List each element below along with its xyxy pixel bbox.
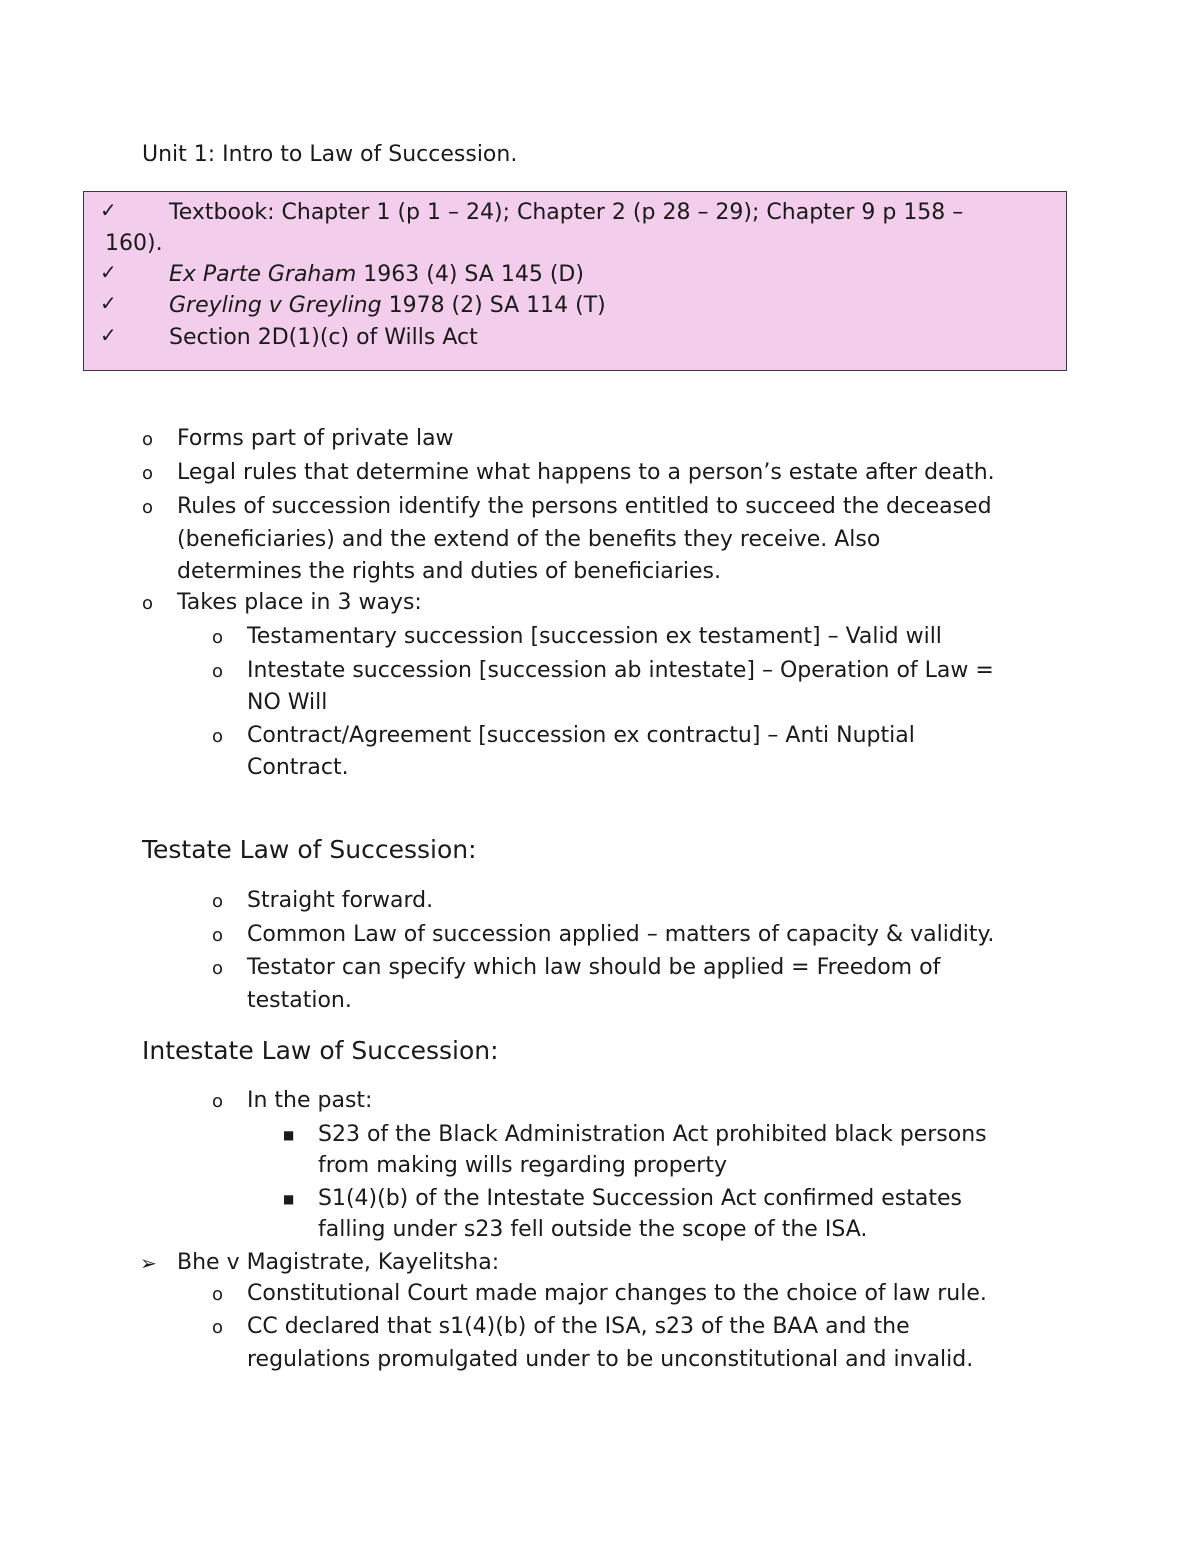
bullet-icon: o	[142, 463, 154, 484]
bullet-icon: o	[212, 1091, 224, 1112]
reading-textbook: Textbook: Chapter 1 (p 1 – 24); Chapter 2 (p 28 – 29); Chapter 9 p 158 –	[169, 200, 964, 225]
bullet-icon: o	[212, 925, 224, 946]
bullet-icon: o	[212, 1284, 224, 1305]
list-item: S1(4)(b) of the Intestate Succession Act confirmed estates	[318, 1186, 962, 1211]
list-item-cont: regulations promulgated under to be unconstitutional and invalid.	[247, 1347, 974, 1372]
list-item: Testamentary succession [succession ex testament] – Valid will	[247, 624, 942, 649]
list-item: Intestate succession [succession ab intestate] – Operation of Law =	[247, 658, 994, 683]
list-item-cont: falling under s23 fell outside the scope of the ISA.	[318, 1217, 868, 1242]
bullet-icon: o	[142, 593, 154, 614]
list-item: Common Law of succession applied – matters of capacity & validity.	[247, 922, 995, 947]
list-item: Straight forward.	[247, 888, 434, 913]
bullet-icon: o	[212, 958, 224, 979]
list-item-cont: Contract.	[247, 755, 349, 780]
bullet-icon: o	[212, 1317, 224, 1338]
list-item: Legal rules that determine what happens to a person’s estate after death.	[177, 460, 995, 485]
case-name: Ex Parte Graham	[169, 262, 357, 287]
case-name: Greyling v Greyling	[169, 293, 382, 318]
bullet-icon: o	[212, 661, 224, 682]
reading-section: Section 2D(1)(c) of Wills Act	[169, 325, 478, 350]
check-icon: ✓	[100, 198, 117, 222]
list-item-cont: NO Will	[247, 690, 328, 715]
square-bullet-icon: ■	[283, 1192, 295, 1206]
arrow-bullet-icon: ➢	[140, 1251, 157, 1275]
case-citation: 1963 (4) SA 145 (D)	[356, 262, 584, 287]
list-item-cont: testation.	[247, 988, 352, 1013]
list-item: In the past:	[247, 1088, 373, 1113]
check-icon: ✓	[100, 260, 117, 284]
reading-case-graham	[169, 260, 584, 290]
bullet-icon: o	[212, 891, 224, 912]
reading-list-box	[83, 191, 1067, 371]
bullet-icon: o	[142, 429, 154, 450]
check-icon: ✓	[100, 291, 117, 315]
list-item: CC declared that s1(4)(b) of the ISA, s23 of the BAA and the	[247, 1314, 910, 1339]
list-item-cont: (beneficiaries) and the extend of the benefits they receive. Also	[177, 527, 881, 552]
list-item: Bhe v Magistrate, Kayelitsha:	[177, 1250, 500, 1275]
section-heading-intestate: Intestate Law of Succession:	[142, 1036, 499, 1065]
page-title: Unit 1: Intro to Law of Succession.	[142, 142, 518, 167]
list-item: S23 of the Black Administration Act prohibited black persons	[318, 1122, 987, 1147]
list-item: Contract/Agreement [succession ex contractu] – Anti Nuptial	[247, 723, 915, 748]
square-bullet-icon: ■	[283, 1128, 295, 1142]
list-item: Constitutional Court made major changes to the choice of law rule.	[247, 1281, 987, 1306]
list-item: Takes place in 3 ways:	[177, 590, 422, 615]
reading-case-greyling	[169, 291, 606, 321]
bullet-icon: o	[142, 497, 154, 518]
reading-textbook-cont: 160).	[105, 231, 163, 256]
check-icon: ✓	[100, 323, 117, 347]
bullet-icon: o	[212, 627, 224, 648]
section-heading-testate: Testate Law of Succession:	[142, 835, 477, 864]
list-item-cont: determines the rights and duties of beneficiaries.	[177, 559, 721, 584]
list-item: Forms part of private law	[177, 426, 454, 451]
list-item: Rules of succession identify the persons entitled to succeed the deceased	[177, 494, 992, 519]
list-item-cont: from making wills regarding property	[318, 1153, 727, 1178]
bullet-icon: o	[212, 726, 224, 747]
list-item: Testator can specify which law should be applied = Freedom of	[247, 955, 941, 980]
case-citation: 1978 (2) SA 114 (T)	[381, 293, 606, 318]
